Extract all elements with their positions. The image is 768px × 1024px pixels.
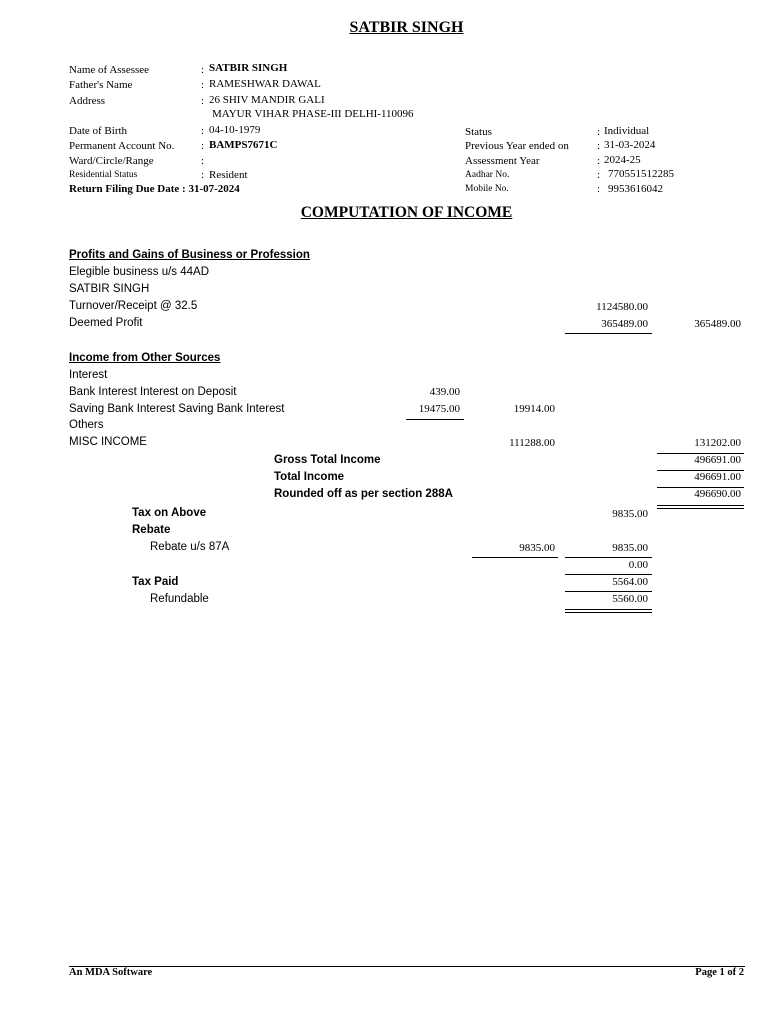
double-divider <box>565 609 652 613</box>
divider <box>565 557 652 558</box>
rounded-value: 496690.00 <box>694 488 741 500</box>
ay-label: Assessment Year <box>465 155 540 167</box>
gross-total-label: Gross Total Income <box>274 454 381 466</box>
refundable-label: Refundable <box>150 593 209 605</box>
colon: : <box>201 125 205 137</box>
divider <box>406 419 464 420</box>
rebate87-label: Rebate u/s 87A <box>150 541 230 553</box>
rebate87-value: 9835.00 <box>519 542 555 554</box>
interest-total: 19914.00 <box>513 403 555 415</box>
res-label: Residential Status <box>69 170 138 180</box>
rounded-label: Rounded off as per section 288A <box>274 488 453 500</box>
tax-value: 9835.00 <box>612 508 648 520</box>
colon: : <box>597 155 601 167</box>
ay-value: 2024-25 <box>604 154 641 166</box>
dob-label: Date of Birth <box>69 125 128 137</box>
colon: : <box>597 169 601 181</box>
business-heading: Profits and Gains of Business or Profession <box>69 249 310 261</box>
footer-software: An MDA Software <box>69 967 153 978</box>
misc-label: MISC INCOME <box>69 436 147 448</box>
rebate-label: Rebate <box>132 524 171 536</box>
colon: : <box>597 140 601 152</box>
colon: : <box>201 95 205 107</box>
colon: : <box>201 140 205 152</box>
father-label: Father's Name <box>69 79 133 91</box>
ward-label: Ward/Circle/Range <box>69 155 154 167</box>
pan-label: Permanent Account No. <box>69 140 175 152</box>
interest-label: Interest <box>69 369 108 381</box>
total-income-value: 496691.00 <box>694 471 741 483</box>
address-line1: 26 SHIV MANDIR GALI <box>209 94 325 106</box>
saving-interest-label: Saving Bank Interest Saving Bank Interest <box>69 403 285 415</box>
deemed-total: 365489.00 <box>694 318 741 330</box>
deemed-value: 365489.00 <box>601 318 648 330</box>
tax-paid-label: Tax Paid <box>132 576 179 588</box>
computation-title: COMPUTATION OF INCOME <box>300 204 513 221</box>
gross-total-value: 496691.00 <box>694 454 741 466</box>
misc-value: 111288.00 <box>509 437 555 449</box>
address-line2: MAYUR VIHAR PHASE-III DELHI-110096 <box>212 108 414 120</box>
address-label: Address <box>69 95 106 107</box>
colon: : <box>201 64 205 76</box>
double-divider <box>657 505 744 509</box>
turnover-label: Turnover/Receipt @ 32.5 <box>69 300 198 312</box>
status-label: Status <box>465 126 492 138</box>
aadhar-value: 770551512285 <box>608 168 674 180</box>
prev-year-label: Previous Year ended on <box>465 140 569 152</box>
colon: : <box>201 155 205 167</box>
name-label: Name of Assessee <box>69 64 150 76</box>
footer-divider <box>69 966 745 967</box>
divider <box>565 333 652 334</box>
other-heading: Income from Other Sources <box>69 352 221 364</box>
assessee-name: SATBIR SINGH <box>209 62 288 74</box>
turnover-value: 1124580.00 <box>596 301 648 313</box>
business-line1: Elegible business u/s 44AD <box>69 266 209 278</box>
colon: : <box>597 183 601 195</box>
total-income-label: Total Income <box>274 471 345 483</box>
bank-interest-label: Bank Interest Interest on Deposit <box>69 386 237 398</box>
saving-interest-value: 19475.00 <box>418 403 460 415</box>
divider <box>565 591 652 592</box>
divider <box>472 557 558 558</box>
pan-value: BAMPS7671C <box>209 139 278 151</box>
colon: : <box>597 126 601 138</box>
deemed-label: Deemed Profit <box>69 317 143 329</box>
bank-interest-value: 439.00 <box>429 386 460 398</box>
mobile-value: 9953616042 <box>608 183 663 195</box>
aadhar-label: Aadhar No. <box>465 170 510 180</box>
dob-value: 04-10-1979 <box>209 124 261 136</box>
tax-paid-value: 5564.00 <box>612 576 648 588</box>
prev-year-value: 31-03-2024 <box>604 139 656 151</box>
divider <box>565 574 652 575</box>
status-value: Individual <box>604 125 650 137</box>
net-tax-value: 0.00 <box>628 559 648 571</box>
mobile-label: Mobile No. <box>465 184 509 194</box>
rebate-total: 9835.00 <box>612 542 648 554</box>
other-total: 131202.00 <box>694 437 741 449</box>
res-value: Resident <box>209 169 248 181</box>
due-date: Return Filing Due Date : 31-07-2024 <box>69 183 240 195</box>
colon: : <box>201 79 205 91</box>
father-name: RAMESHWAR DAWAL <box>209 78 321 90</box>
business-line2: SATBIR SINGH <box>69 283 150 295</box>
others-label: Others <box>69 419 104 431</box>
colon: : <box>201 169 205 181</box>
tax-label: Tax on Above <box>132 507 207 519</box>
refundable-value: 5560.00 <box>612 593 648 605</box>
page-title: SATBIR SINGH <box>349 19 464 36</box>
footer-page-number: Page 1 of 2 <box>695 967 744 978</box>
